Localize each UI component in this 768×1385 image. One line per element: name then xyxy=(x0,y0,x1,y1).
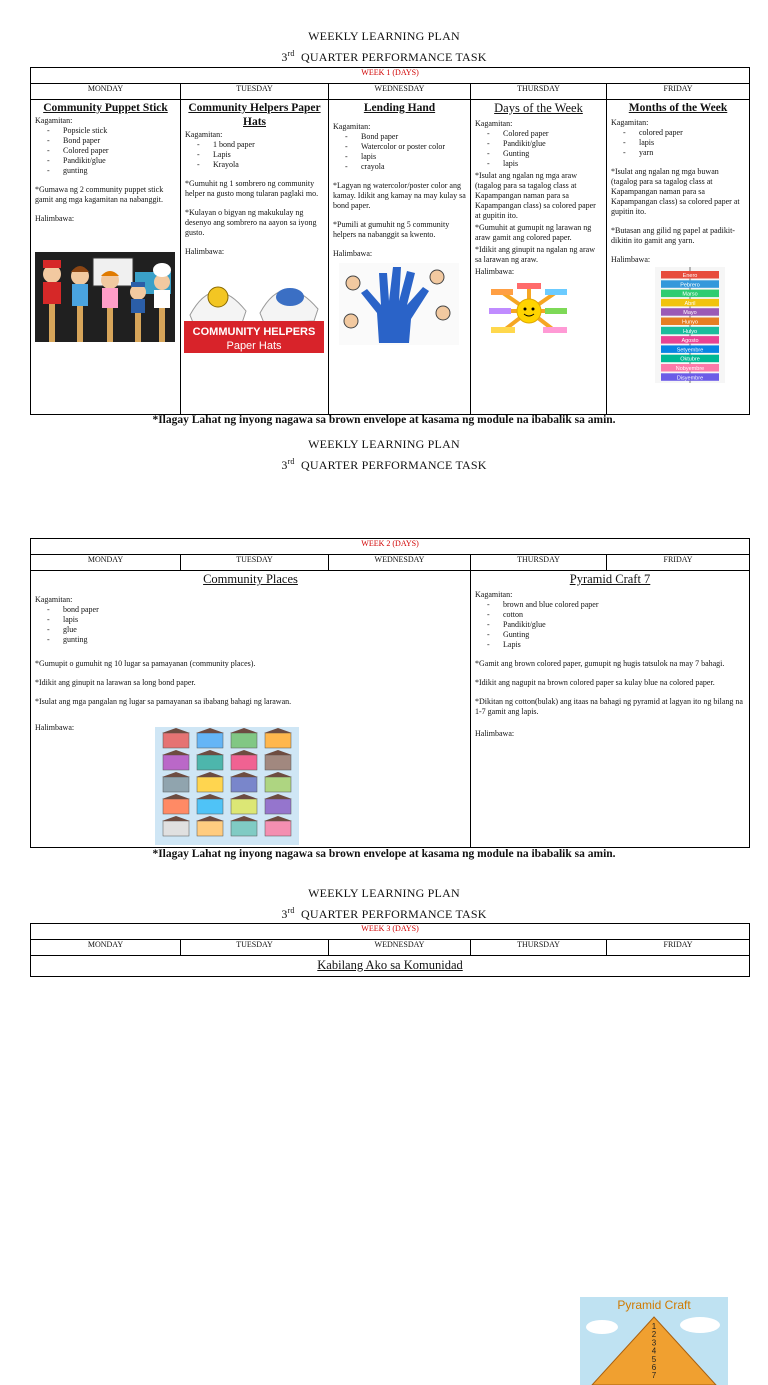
week2-label: WEEK 2 (DAYS) xyxy=(31,539,750,555)
materials-list xyxy=(35,126,176,176)
building-roof xyxy=(162,794,190,799)
instruction: *Gumupit o gumuhit ng 10 lugar sa pamayanan (community places). xyxy=(35,659,256,668)
month-strip-label: Marso xyxy=(682,291,698,298)
example-label: Halimbawa: xyxy=(185,247,225,256)
week1-monday-cell xyxy=(31,100,181,415)
day-tuesday: TUESDAY xyxy=(181,940,329,956)
material-item: - Watercolor or poster color xyxy=(361,142,466,152)
activity-title: Community Helpers Paper Hats xyxy=(188,102,321,128)
instruction: *Dikitan ng cotton(bulak) ang itaas na bahagi ng pyramid at lagyan ito ng bilang na 1-7 gamit ang lapis. xyxy=(475,697,743,716)
material-item: - Krayola xyxy=(213,160,324,170)
material-item: - lapis xyxy=(63,615,466,625)
material-item: - Gunting xyxy=(503,630,745,640)
sun-days-image xyxy=(489,283,569,339)
activity-title: Days of the Week xyxy=(494,101,583,115)
day-wednesday: WEDNESDAY xyxy=(329,84,471,100)
day-wednesday: WEDNESDAY xyxy=(329,940,471,956)
building-roof xyxy=(264,750,292,755)
building-icon xyxy=(231,799,257,814)
building-icon xyxy=(163,799,189,814)
building-roof xyxy=(162,816,190,821)
day-monday: MONDAY xyxy=(31,940,181,956)
materials-list xyxy=(475,600,745,650)
example-label: Halimbawa: xyxy=(475,729,515,738)
building-roof xyxy=(162,772,190,777)
quarter-subtitle: 3rd QUARTER PERFORMANCE TASK xyxy=(281,457,487,472)
week1-header xyxy=(0,28,768,62)
building-roof xyxy=(230,772,258,777)
materials-list xyxy=(475,129,602,169)
quarter-subtitle: 3rd QUARTER PERFORMANCE TASK xyxy=(281,49,487,64)
month-strip-label: Pebrero xyxy=(680,282,700,289)
building-icon xyxy=(197,777,223,792)
building-icon xyxy=(197,755,223,770)
example-label: Halimbawa: xyxy=(35,723,75,732)
plan-title: WEEKLY LEARNING PLAN xyxy=(308,886,460,900)
instruction: *Idikit ang ginupit na larawan sa long bond paper. xyxy=(35,678,196,687)
month-strip-label: Nobyembre xyxy=(675,366,705,372)
building-icon xyxy=(163,777,189,792)
month-strip-label: Enero xyxy=(682,273,698,279)
kagamitan-label: Kagamitan: xyxy=(333,122,371,131)
instruction: *Butasan ang gilid ng papel at padikit-dikitin ito gamit ang yarn. xyxy=(611,226,735,245)
months-strips-image xyxy=(655,267,725,383)
building-roof xyxy=(264,816,292,821)
instruction: *Isulat ang ngalan ng mga araw (tagalog para sa tagalog class at Kapampangan naman para sa Kapampangan class) sa colored paper at gupitin ito. xyxy=(475,171,596,220)
handprint-image xyxy=(339,263,459,345)
week1-label: WEEK 1 (DAYS) xyxy=(31,68,750,84)
community-places-image xyxy=(155,727,299,845)
material-item: - Pandikit/glue xyxy=(63,156,176,166)
example-label: Halimbawa: xyxy=(333,249,373,258)
material-item: - Colored paper xyxy=(503,129,602,139)
material-item: - 1 bond paper xyxy=(213,140,324,150)
instruction: *Idikit ang nagupit na brown colored paper sa kulay blue na colored paper. xyxy=(475,678,715,687)
building-roof xyxy=(264,794,292,799)
building-roof xyxy=(162,728,190,733)
week2-header xyxy=(0,436,768,470)
material-item: - crayola xyxy=(361,162,466,172)
building-roof xyxy=(196,750,224,755)
material-item: - glue xyxy=(63,625,466,635)
material-item: - Lapis xyxy=(213,150,324,160)
material-item: - Gunting xyxy=(503,149,602,159)
material-item: - bond paper xyxy=(63,605,466,615)
material-item: - brown and blue colored paper xyxy=(503,600,745,610)
material-item: - gunting xyxy=(63,166,176,176)
banner-line2: Paper Hats xyxy=(226,340,282,352)
week1-wednesday-cell xyxy=(329,100,471,415)
instruction: *Pumili at gumuhit ng 5 community helpers na nabanggit sa kwento. xyxy=(333,220,450,239)
day-thursday: THURSDAY xyxy=(471,84,607,100)
week1-table xyxy=(30,67,750,415)
instruction: *Gumuhit ng 1 sombrero ng community helper na gusto mong tularan paglaki mo. xyxy=(185,179,319,198)
plan-title: WEEKLY LEARNING PLAN xyxy=(308,29,460,43)
kagamitan-label: Kagamitan: xyxy=(185,130,223,139)
building-icon xyxy=(265,799,291,814)
week2-note: *Ilagay Lahat ng inyong nagawa sa brown envelope at kasama ng module na ibabalik sa amin. xyxy=(152,848,616,860)
kagamitan-label: Kagamitan: xyxy=(611,118,649,127)
day-monday: MONDAY xyxy=(31,555,181,571)
week3-label: WEEK 3 (DAYS) xyxy=(31,924,750,940)
instruction: *Lagyan ng watercolor/poster color ang kamay. Idikit ang kamay na may kulay sa bond paper. xyxy=(333,181,466,210)
week2-community-cell xyxy=(31,571,471,848)
month-strip-label: Agosto xyxy=(681,338,699,345)
material-item: - yarn xyxy=(639,148,745,158)
building-roof xyxy=(230,728,258,733)
building-icon xyxy=(231,733,257,748)
building-icon xyxy=(231,821,257,836)
week3-header xyxy=(0,885,768,919)
month-strip-label: Abril xyxy=(684,300,696,307)
building-roof xyxy=(264,728,292,733)
paper-hats-image xyxy=(184,265,324,353)
material-item: - Popsicle stick xyxy=(63,126,176,136)
building-roof xyxy=(196,772,224,777)
material-item: - gunting xyxy=(63,635,466,645)
day-monday: MONDAY xyxy=(31,84,181,100)
building-icon xyxy=(265,733,291,748)
day-friday: FRIDAY xyxy=(607,555,750,571)
week2-pyramid-cell: Pyramid Craft 7 Kagamitan: - brown and blue colored paper - cotton - Pandikit/glue - Gunting - Lapis *Gamit ang brown colored paper, gumupit ng hugis tatsulok na may 7 bahagi. *Idikit ang nagupit na brown colored paper sa kulay blue na colored paper. *Dikitan ng cotton(bulak) ang itaas na bahagi ng pyramid at lagyan ito ng bilang na 1-7 gamit ang lapis. Halimbawa: Pyramid Craft 1 2 3 4 5 6 7 xyxy=(471,571,750,848)
building-roof xyxy=(196,816,224,821)
material-item: - Pandikit/glue xyxy=(503,139,602,149)
building-icon xyxy=(231,777,257,792)
day-tuesday: TUESDAY xyxy=(181,555,329,571)
building-roof xyxy=(230,794,258,799)
example-label: Halimbawa: xyxy=(35,214,75,223)
puppet-stick-image xyxy=(35,252,175,342)
material-item: - Pandikit/glue xyxy=(503,620,745,630)
building-icon xyxy=(163,733,189,748)
quarter-subtitle: 3rd QUARTER PERFORMANCE TASK xyxy=(281,906,487,921)
kagamitan-label: Kagamitan: xyxy=(35,595,73,604)
building-roof xyxy=(196,794,224,799)
week1-thursday-cell xyxy=(471,100,607,415)
activity-title: Pyramid Craft 7 xyxy=(569,572,651,586)
day-thursday: THURSDAY xyxy=(471,940,607,956)
banner-line1: COMMUNITY HELPERS xyxy=(192,326,316,338)
week1-note: *Ilagay Lahat ng inyong nagawa sa brown envelope at kasama ng module na ibabalik sa amin. xyxy=(152,414,616,426)
building-roof xyxy=(162,750,190,755)
building-roof xyxy=(230,816,258,821)
instruction: *Isulat ang ngalan ng mga buwan (tagalog para sa tagalog class at Kapampangan naman para sa Kapampangan class) sa colored paper at gupitin ito. xyxy=(611,167,740,216)
plan-title: WEEKLY LEARNING PLAN xyxy=(308,437,460,451)
instruction: *Kulayan o bigyan ng makukulay ng desenyo ang sombrero na aayon sa iyong gusto. xyxy=(185,208,317,237)
building-roof xyxy=(230,750,258,755)
material-item: - cotton xyxy=(503,610,745,620)
instruction: *Gumuhit at gumupit ng larawan ng araw gamit ang colored paper. xyxy=(475,223,592,242)
instruction: *Gamit ang brown colored paper, gumupit ng hugis tatsulok na may 7 bahagi. xyxy=(475,659,725,668)
day-friday: FRIDAY xyxy=(607,940,750,956)
month-strip-label: Setyembre xyxy=(676,347,704,354)
week3-activity-cell xyxy=(31,956,750,977)
building-roof xyxy=(264,772,292,777)
activity-title: Lending Hand xyxy=(363,102,436,114)
example-label: Halimbawa: xyxy=(611,255,651,264)
material-item: - Lapis xyxy=(503,640,745,650)
building-icon xyxy=(265,755,291,770)
material-item: - lapis xyxy=(503,159,602,169)
activity-title: Months of the Week xyxy=(628,102,728,114)
day-wednesday: WEDNESDAY xyxy=(329,555,471,571)
example-label: Halimbawa: xyxy=(475,267,515,276)
activity-title: Kabilang Ako sa Komunidad xyxy=(317,958,463,972)
week3-table xyxy=(30,923,750,977)
instruction: *Idikit ang ginupit na ngalan ng araw sa larawan ng araw. xyxy=(475,245,595,264)
material-item: - Colored paper xyxy=(63,146,176,156)
materials-list xyxy=(611,128,745,158)
activity-title: Community Puppet Stick xyxy=(43,102,168,114)
month-strip-label: Hulyo xyxy=(682,328,698,335)
material-item: - lapis xyxy=(639,138,745,148)
month-strip-label: Mayo xyxy=(683,310,697,317)
materials-list xyxy=(35,605,466,645)
activity-title: Community Places xyxy=(203,572,298,586)
building-roof xyxy=(196,728,224,733)
instruction: *Gumawa ng 2 community puppet stick gamit ang mga kagamitan na nabanggit. xyxy=(35,185,164,204)
building-icon xyxy=(163,821,189,836)
building-icon xyxy=(163,755,189,770)
kagamitan-label: Kagamitan: xyxy=(35,116,73,125)
kagamitan-label: Kagamitan: xyxy=(475,590,513,599)
month-strip-label: Oktubre xyxy=(680,356,700,363)
material-item: - colored paper xyxy=(639,128,745,138)
building-icon xyxy=(197,821,223,836)
material-item: - lapis xyxy=(361,152,466,162)
materials-list xyxy=(185,140,324,170)
building-icon xyxy=(197,799,223,814)
kagamitan-label: Kagamitan: xyxy=(475,119,513,128)
day-thursday: THURSDAY xyxy=(471,555,607,571)
month-strip-label: Disyembre xyxy=(676,375,704,382)
material-item: - Bond paper xyxy=(361,132,466,142)
day-friday: FRIDAY xyxy=(607,84,750,100)
materials-list xyxy=(333,132,466,172)
building-icon xyxy=(231,755,257,770)
material-item: - Bond paper xyxy=(63,136,176,146)
week1-friday-cell xyxy=(607,100,750,415)
week1-tuesday-cell xyxy=(181,100,329,415)
building-icon xyxy=(265,821,291,836)
month-strip-label: Hunyo xyxy=(682,319,698,326)
building-icon xyxy=(197,733,223,748)
instruction: *Isulat ang mga pangalan ng lugar sa pamayanan sa ibabang bahagi ng larawan. xyxy=(35,697,292,706)
day-tuesday: TUESDAY xyxy=(181,84,329,100)
building-icon xyxy=(265,777,291,792)
